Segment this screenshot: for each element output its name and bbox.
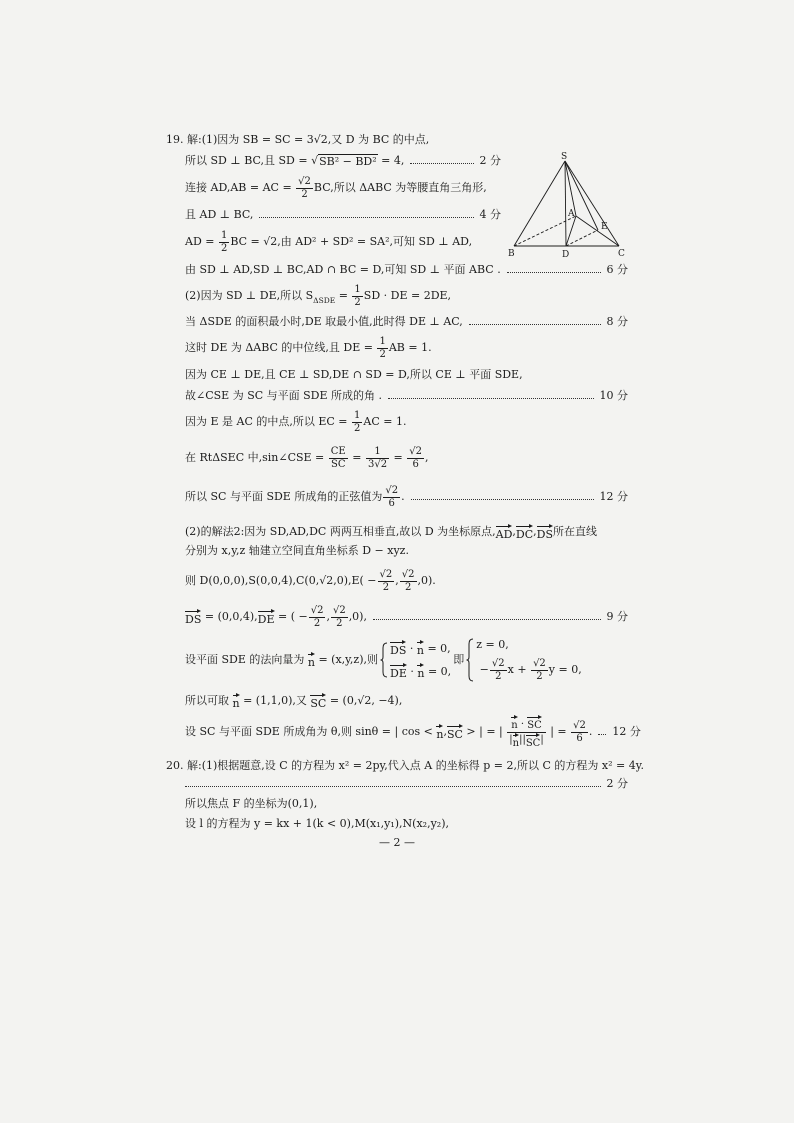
page-number-text: — 2 —: [379, 836, 415, 849]
numerator: 1: [220, 229, 228, 241]
edge-sb: [514, 161, 565, 246]
text-segment: > | = |: [462, 725, 507, 738]
denominator: 6: [576, 732, 583, 744]
left-brace: [466, 638, 474, 682]
vector: SC: [527, 715, 542, 732]
text-segment: 所以 SD ⊥ BC,且 SD =: [185, 154, 312, 167]
vector: SC: [310, 693, 326, 710]
denominator: 3√2: [367, 458, 388, 470]
system-rows: [476, 638, 582, 683]
vector: SC: [447, 724, 463, 741]
vector: DS: [390, 640, 406, 657]
text-segment: ,: [533, 525, 537, 538]
vertex-label-a: A: [568, 209, 575, 219]
edge-sd: [565, 161, 566, 246]
fraction: [400, 569, 417, 594]
text-segment: 所以焦点 F 的坐标为(0,1),: [185, 797, 318, 810]
pyramid-diagram: [505, 150, 635, 260]
text-segment: 在 RtΔSEC 中,sin∠CSE =: [185, 451, 328, 464]
text-segment: ,: [512, 525, 516, 538]
text-segment: 20. 解:(1)根据题意,设 C 的方程为 x² = 2py,代入点 A 的坐标得 p = 2,所以 C 的方程为 x² = 4y.: [166, 759, 644, 772]
text-segment: 连接 AD,AB = AC =: [185, 181, 296, 194]
text-segment: 由 SD ⊥ AD,SD ⊥ BC,AD ∩ BC = D,可知 SD ⊥ 平面 ABC .: [185, 263, 501, 276]
denominator: 2: [354, 422, 361, 434]
fraction: [352, 284, 362, 309]
vector: DS: [537, 524, 553, 541]
score: 12 分: [599, 490, 628, 503]
denominator: 2: [313, 617, 321, 629]
vertex-label-s: S: [561, 152, 568, 162]
denominator: 2: [379, 348, 386, 360]
dotted-leader: [410, 163, 473, 164]
vertex-label-e: E: [601, 222, 608, 232]
radical-sign: √: [311, 154, 319, 167]
score: 9 分: [606, 610, 628, 623]
vector: DC: [516, 524, 533, 541]
text-segment: z = 0,: [476, 637, 509, 651]
dotted-leader: [259, 217, 473, 218]
text-segment: = 0,: [423, 641, 451, 655]
numerator: √2: [573, 719, 586, 731]
text-segment: 因为 E 是 AC 的中点,所以 EC =: [185, 415, 352, 428]
text-segment: BC = √2,由 AD² + SD² = SA²,可知 SD ⊥ AD,: [230, 235, 473, 248]
fraction: [309, 605, 326, 630]
fraction: [219, 230, 229, 255]
edge-ad: [566, 216, 576, 246]
text-segment: ,: [443, 725, 447, 738]
fraction: [383, 485, 400, 510]
denominator: [507, 733, 545, 750]
vector: n: [308, 652, 315, 669]
denominator: 2: [220, 242, 228, 254]
denominator: SC: [331, 458, 346, 470]
fraction: [366, 446, 389, 471]
text-segment: 所在直线: [553, 525, 598, 538]
text-segment: 当 ΔSDE 的面积最小时,DE 取最小值,此时得 DE ⊥ AC,: [185, 315, 463, 328]
fraction: [331, 605, 348, 630]
text-segment: = (x,y,z),则: [314, 653, 379, 666]
denominator: 2: [336, 617, 343, 629]
numerator: √2: [379, 568, 393, 580]
score: 8 分: [606, 315, 628, 328]
dotted-leader: [411, 499, 594, 500]
score: 2 分: [606, 777, 628, 790]
numerator: [507, 715, 545, 733]
text-segment: 即: [453, 653, 465, 666]
text-segment: 19. 解:(1)因为 SB = SC = 3√2,又 D 为 BC 的中点,: [166, 133, 430, 146]
text-segment: = ( −: [274, 610, 308, 623]
text-segment: 故∠CSE 为 SC 与平面 SDE 所成的角 .: [185, 389, 383, 402]
fraction: [531, 658, 548, 683]
text-segment: 设平面 SDE 的法向量为: [185, 653, 308, 666]
text-segment: = 0,: [424, 664, 452, 678]
text-segment: = (1,1,0),又: [239, 694, 311, 707]
vector: n: [417, 663, 424, 680]
fraction: [378, 569, 395, 594]
fraction: [490, 658, 507, 683]
text-segment: 所以 SC 与平面 SDE 所成角的正弦值为: [185, 490, 383, 503]
numerator: √2: [298, 175, 311, 187]
text-segment: BC,所以 ΔABC 为等腰直角三角形,: [313, 181, 487, 194]
subscript: ΔSDE: [313, 295, 336, 305]
text-segment: (2)的解法2:因为 SD,AD,DC 两两互相垂直,故以 D 为坐标原点,: [185, 525, 496, 538]
text-segment: −: [476, 663, 489, 676]
vector: DS: [185, 609, 201, 626]
text-segment: 所以可取: [185, 694, 233, 707]
text-segment: ,: [395, 574, 399, 587]
fraction: [507, 715, 545, 750]
text-segment: |: [509, 733, 513, 745]
dotted-leader: [373, 619, 601, 620]
denominator: 2: [495, 670, 502, 682]
fraction: [329, 446, 348, 471]
numerator: √2: [533, 657, 546, 669]
numerator: CE: [330, 445, 346, 457]
fraction: [407, 446, 424, 471]
text-segment: 则 D(0,0,0),S(0,0,4),C(0,√2,0),E( −: [185, 574, 377, 587]
vector: AD: [496, 524, 513, 541]
text-segment: ,0).: [417, 574, 436, 587]
text-segment: ,0),: [348, 610, 367, 623]
fraction: [377, 336, 387, 361]
dotted-leader: [185, 786, 601, 787]
text-segment: 设 l 的方程为 y = kx + 1(k < 0),M(x₁,y₁),N(x₂,y₂),: [185, 817, 449, 830]
text-segment: ,: [425, 451, 429, 464]
fraction: [296, 176, 313, 201]
text-segment: 设 SC 与平面 SDE 所成角为 θ,则 sinθ = | cos <: [185, 725, 437, 738]
vertex-label-b: B: [508, 249, 515, 259]
text-segment: y = 0,: [548, 663, 582, 676]
text-segment: AC = 1.: [363, 415, 407, 428]
vector: n: [513, 733, 519, 750]
text-segment: = (0,√2, −4),: [326, 694, 403, 707]
numerator: √2: [310, 604, 324, 616]
score: 12 分: [612, 725, 641, 738]
vertex-label-c: C: [618, 249, 625, 259]
text-segment: =: [390, 451, 407, 464]
numerator: √2: [332, 604, 346, 616]
denominator: 2: [382, 581, 390, 593]
numerator: 1: [379, 335, 386, 347]
text-segment: x +: [507, 663, 531, 676]
text-segment: AD =: [185, 235, 218, 248]
system-row: [476, 658, 582, 683]
numerator: 1: [366, 446, 389, 459]
dotted-leader: [469, 324, 601, 325]
text-segment: 这时 DE 为 ΔABC 的中位线,且 DE =: [185, 341, 377, 354]
vector: n: [233, 693, 240, 710]
text-segment: SD · DE = 2DE,: [363, 289, 452, 302]
text-segment: =: [335, 289, 352, 302]
system-row: [390, 663, 451, 680]
text-segment: 因为 CE ⊥ DE,且 CE ⊥ SD,DE ∩ SD = D,所以 CE ⊥ 平面 SDE,: [185, 368, 523, 381]
radicand: SB² − BD²: [319, 155, 377, 168]
denominator: 2: [536, 670, 543, 682]
text-segment: ·: [406, 641, 417, 655]
text-segment: AB = 1.: [388, 341, 432, 354]
text-segment: | =: [546, 725, 571, 738]
text-segment: |: [540, 733, 544, 745]
vector: DE: [258, 609, 275, 626]
system-rows: [390, 640, 451, 680]
vertex-label-d: D: [562, 250, 570, 260]
dotted-leader: [388, 398, 593, 399]
equation-system: [380, 640, 451, 680]
numerator: √2: [401, 568, 415, 580]
vector: DE: [390, 663, 407, 680]
numerator: √2: [409, 445, 423, 457]
dotted-leader: [507, 272, 601, 273]
edge-ac: [576, 216, 619, 246]
numerator: √2: [385, 484, 399, 496]
text-segment: ·: [517, 718, 528, 730]
denominator: 2: [354, 296, 361, 308]
denominator: 2: [301, 188, 308, 200]
fraction: [352, 410, 362, 435]
score: 4 分: [479, 208, 501, 221]
dotted-leader: [598, 734, 606, 735]
numerator: √2: [491, 657, 505, 669]
text-segment: 且 AD ⊥ BC,: [185, 208, 254, 221]
text-segment: =: [348, 451, 365, 464]
text-segment: (2)因为 SD ⊥ DE,所以 S: [185, 289, 314, 302]
vector: SC: [526, 733, 541, 750]
text-segment: = 4,: [377, 154, 405, 167]
vector: n: [436, 724, 443, 741]
fraction: [571, 720, 588, 745]
score: 10 分: [599, 389, 628, 402]
score: 2 分: [479, 154, 501, 167]
text-segment: .: [401, 490, 405, 503]
text-segment: ,: [326, 610, 330, 623]
text-segment: ||: [519, 733, 526, 745]
vector: n: [417, 640, 424, 657]
left-brace: [380, 642, 388, 678]
denominator: 2: [404, 581, 412, 593]
score: 6 分: [606, 263, 628, 276]
text-segment: 分别为 x,y,z 轴建立空间直角坐标系 D − xyz.: [185, 544, 409, 557]
text-segment: .: [588, 725, 593, 738]
denominator: 6: [388, 497, 395, 509]
denominator: 6: [412, 458, 419, 470]
numerator: 1: [354, 409, 361, 421]
system-row: [476, 638, 582, 652]
text-segment: = (0,0,4),: [201, 610, 258, 623]
equation-system: [466, 638, 582, 683]
vector: n: [511, 715, 517, 732]
text-segment: ·: [406, 664, 418, 678]
numerator: 1: [354, 283, 361, 295]
system-row: [390, 640, 451, 657]
